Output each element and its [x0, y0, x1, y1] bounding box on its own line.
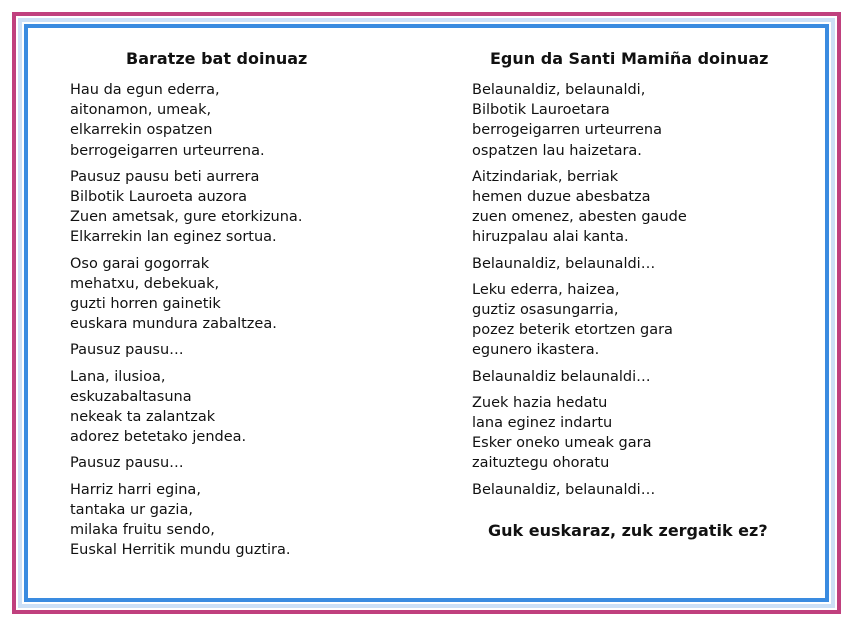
stanza [472, 367, 802, 387]
verse-line: euskara mundura zabaltzea. [70, 316, 277, 333]
left-song-stanzas [70, 80, 400, 560]
verse-line: Harriz harri egina, [70, 481, 201, 498]
verse-line: Zuek hazia hedatu [472, 394, 608, 411]
closing-slogan: Guk euskaraz, zuk zergatik ez? [488, 520, 768, 540]
verse-line: Belaunaldiz, belaunaldi… [472, 255, 656, 272]
verse-line: milaka fruitu sendo, [70, 522, 215, 539]
verse-line: hiruzpalau alai kanta. [472, 229, 629, 246]
stanza [70, 453, 400, 473]
verse-line: zuen omenez, abesten gaude [472, 209, 687, 226]
verse-line: mehatxu, debekuak, [70, 275, 220, 292]
stanza [472, 393, 802, 474]
verse-line: guzti horren gainetik [70, 296, 221, 313]
verse-line: Pausuz pausu… [70, 455, 184, 472]
stanza [70, 340, 400, 360]
verse-line: egunero ikastera. [472, 342, 600, 359]
verse-line: Elkarrekin lan eginez sortua. [70, 229, 277, 246]
verse-line: Aitzindariak, berriak [472, 168, 619, 185]
verse-line: Pausuz pausu… [70, 342, 184, 359]
verse-line: adorez betetako jendea. [70, 429, 247, 446]
verse-line: guztiz osasungarria, [472, 302, 619, 319]
verse-line: hemen duzue abesbatza [472, 189, 651, 206]
verse-line: ospatzen lau haizetara. [472, 142, 642, 159]
right-song-column [472, 48, 802, 542]
verse-line: berrogeigarren urteurrena. [70, 142, 265, 159]
right-song-title: Egun da Santi Mamiña doinuaz [490, 49, 769, 68]
verse-line: Belaunaldiz, belaunaldi, [472, 82, 646, 98]
verse-line: elkarrekin ospatzen [70, 122, 213, 139]
stanza [472, 280, 802, 361]
stanza [70, 480, 400, 561]
verse-line: Belaunaldiz belaunaldi… [472, 368, 651, 385]
verse-line: Hau da egun ederra, [70, 82, 220, 98]
verse-line: Bilbotik Lauroeta auzora [70, 189, 247, 206]
left-song-column [70, 48, 400, 566]
verse-line: Lana, ilusioa, [70, 368, 166, 385]
right-song-stanzas [472, 80, 802, 500]
verse-line: Euskal Herritik mundu guztira. [70, 542, 291, 559]
verse-line: tantaka ur gazia, [70, 501, 193, 518]
verse-line: Esker oneko umeak gara [472, 435, 652, 452]
verse-line: aitonamon, umeak, [70, 102, 212, 119]
verse-line: berrogeigarren urteurrena [472, 122, 662, 139]
verse-line: eskuzabaltasuna [70, 388, 192, 405]
verse-line: lana eginez indartu [472, 415, 613, 432]
verse-line: Oso garai gogorrak [70, 255, 210, 272]
stanza [472, 167, 802, 248]
verse-line: nekeak ta zalantzak [70, 409, 216, 426]
verse-line: Bilbotik Lauroetara [472, 102, 610, 119]
stanza [70, 80, 400, 161]
verse-line: zaituztegu ohoratu [472, 455, 610, 472]
stanza [472, 254, 802, 274]
verse-line: pozez beterik etortzen gara [472, 322, 673, 339]
stanza [472, 480, 802, 500]
stanza [70, 367, 400, 448]
verse-line: Pausuz pausu beti aurrera [70, 168, 260, 185]
verse-line: Belaunaldiz, belaunaldi… [472, 481, 656, 498]
stanza [70, 167, 400, 248]
left-song-title: Baratze bat doinuaz [126, 49, 308, 68]
stanza [472, 80, 802, 161]
stanza [70, 254, 400, 335]
verse-line: Zuen ametsak, gure etorkizuna. [70, 209, 303, 226]
verse-line: Leku ederra, haizea, [472, 281, 620, 298]
